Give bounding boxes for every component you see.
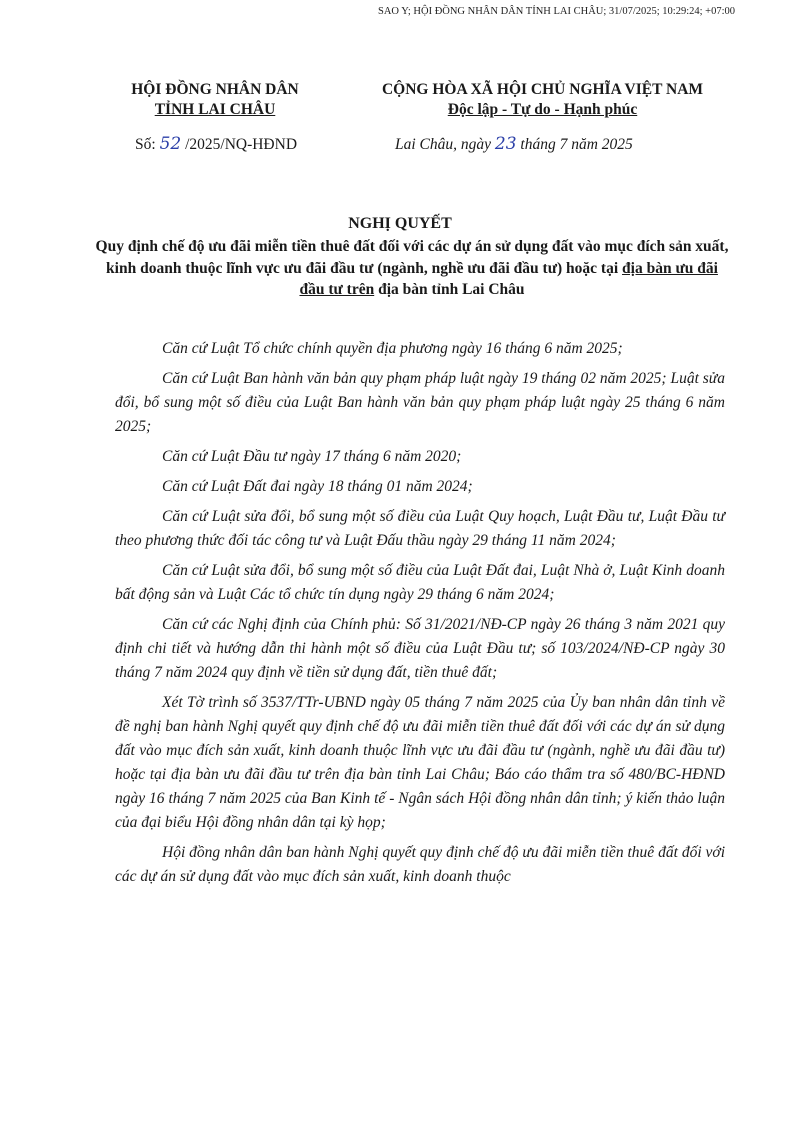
paragraph: Căn cứ Luật Tổ chức chính quyền địa phương ngày 16 tháng 6 năm 2025;	[162, 340, 623, 357]
authority-province: TỈNH LAI CHÂU	[154, 101, 276, 118]
subtitle-part-1: Quy định chế độ ưu đãi miễn tiền thuê đất đối với các dự án sử dụng đất vào mục đích sản xuất, kinh doanh thuộc lĩnh vực ưu đãi đầu tư (ngành, nghề ưu đãi đầu tư) hoặc tại	[95, 238, 729, 277]
paragraph: Căn cứ Luật Ban hành văn bản quy phạm pháp luật ngày 19 tháng 02 năm 2025; Luật sửa đổi, bổ sung một số điều của Luật Ban hành văn bản quy phạm pháp luật ngày 25 tháng 6 năm 2025;	[115, 370, 725, 435]
authority-line-2	[120, 100, 310, 120]
paragraph: Căn cứ Luật Đất đai ngày 18 tháng 01 năm 2024;	[162, 478, 473, 495]
issue-date	[395, 134, 633, 154]
national-motto	[345, 100, 740, 120]
motto-text: Độc lập - Tự do - Hạnh phúc	[447, 101, 638, 118]
date-suffix: tháng 7 năm 2025	[516, 136, 633, 153]
issuing-authority	[120, 80, 310, 120]
number-suffix: /2025/NQ-HĐND	[181, 136, 298, 153]
handwritten-day: 23	[494, 134, 517, 154]
subtitle-part-3: địa bàn tỉnh Lai Châu	[374, 281, 525, 298]
nation-name: CỘNG HÒA XÃ HỘI CHỦ NGHĨA VIỆT NAM	[381, 81, 704, 98]
handwritten-number: 52	[159, 134, 182, 154]
document-number	[135, 134, 297, 154]
paragraph: Căn cứ Luật sửa đổi, bổ sung một số điều của Luật Quy hoạch, Luật Đầu tư, Luật Đầu tư theo phương thức đối tác công tư và Luật Đấu thầu ngày 29 tháng 11 năm 2024;	[115, 508, 725, 549]
digital-copy-stamp: SAO Y; HỘI ĐỒNG NHÂN DÂN TỈNH LAI CHÂU; 31/07/2025; 10:29:24; +07:00	[378, 6, 735, 17]
document-subtitle	[92, 236, 732, 301]
authority-line-1: HỘI ĐỒNG NHÂN DÂN	[131, 81, 299, 98]
paragraph: Căn cứ Luật Đầu tư ngày 17 tháng 6 năm 2020;	[162, 448, 462, 465]
document-title: NGHỊ QUYẾT	[348, 215, 452, 232]
document-body	[115, 337, 725, 895]
national-heading	[345, 80, 740, 120]
number-prefix: Số:	[135, 136, 160, 153]
paragraph: Căn cứ Luật sửa đổi, bổ sung một số điều của Luật Đất đai, Luật Nhà ở, Luật Kinh doanh bất động sản và Luật Các tổ chức tín dụng ngày 29 tháng 6 năm 2024;	[115, 562, 725, 603]
paragraph: Xét Tờ trình số 3537/TTr-UBND ngày 05 tháng 7 năm 2025 của Ủy ban nhân dân tỉnh về đề nghị ban hành Nghị quyết quy định chế độ ưu đãi miễn tiền thuê đất đối với các dự án sử dụng đất vào mục đích sản xuất, kinh doanh thuộc lĩnh vực ưu đãi đầu tư (ngành, nghề ưu đãi đầu tư) hoặc tại địa bàn ưu đãi đầu tư trên địa bàn tỉnh Lai Châu; Báo cáo thẩm tra số 480/BC-HĐND ngày 16 tháng 7 năm 2025 của Ban Kinh tế - Ngân sách Hội đồng nhân dân tỉnh; ý kiến thảo luận của đại biểu Hội đồng nhân dân tại kỳ họp;	[115, 694, 725, 831]
date-prefix: Lai Châu, ngày	[395, 136, 495, 153]
paragraph: Căn cứ các Nghị định của Chính phủ: Số 31/2021/NĐ-CP ngày 26 tháng 3 năm 2021 quy định chi tiết và hướng dẫn thi hành một số điều của Luật Đầu tư; số 103/2024/NĐ-CP ngày 30 tháng 7 năm 2024 quy định về tiền sử dụng đất, tiền thuê đất;	[115, 616, 725, 681]
paragraph: Hội đồng nhân dân ban hành Nghị quyết quy định chế độ ưu đãi miễn tiền thuê đất đối với các dự án sử dụng đất vào mục đích sản xuất, kinh doanh thuộc	[115, 844, 725, 885]
subtitle-part-2: địa bàn ưu đãi đầu tư trên	[299, 259, 718, 298]
